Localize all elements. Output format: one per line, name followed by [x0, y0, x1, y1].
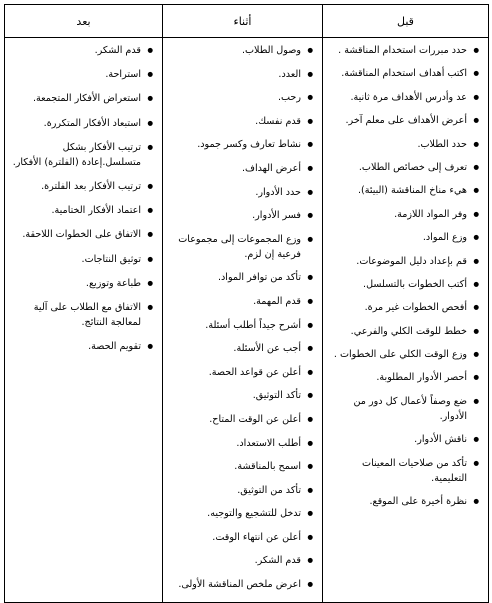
during-item: ● وزع المجموعات إلى مجموعات فرعية إن لزم. — [170, 232, 313, 262]
before-item: ● خطط للوقت الكلي والفرعي. — [330, 324, 479, 339]
after-item: ● الاتفاق على الخطوات اللاحقة. — [12, 227, 153, 242]
before-item: ● نظرة أخيرة على الموقع. — [330, 494, 479, 509]
during-item: ● أعلن عن الوقت المتاح. — [170, 412, 313, 427]
during-item: ● رحب. — [170, 90, 313, 105]
body-row — [5, 38, 489, 603]
before-item: ● عد وأدرس الأهداف مرة ثانية. — [330, 90, 479, 105]
after-item: ● ترتيب الأفكار بعد الفلترة. — [12, 179, 153, 194]
before-item: ● اكتب أهداف استخدام المناقشة. — [330, 66, 479, 81]
during-item: ● أعرض الهداف. — [170, 161, 313, 176]
header-row — [5, 5, 489, 38]
header-before: قبل — [323, 5, 489, 38]
before-column — [323, 38, 489, 603]
before-item: ● هيء مناخ المناقشة (البيئة). — [330, 183, 479, 198]
before-item: ● وفر المواد اللازمة. — [330, 207, 479, 222]
after-item: ● تقويم الحصة. — [12, 339, 153, 354]
before-item: ● تعرف إلى خصائص الطلاب. — [330, 160, 479, 175]
planning-table — [4, 4, 489, 603]
during-column — [163, 38, 323, 603]
after-column — [5, 38, 163, 603]
after-item: ● قدم الشكر. — [12, 43, 153, 58]
before-item: ● تأكد من صلاحيات المعينات التعليمية. — [330, 456, 479, 486]
during-item: ● قدم الشكر. — [170, 553, 313, 568]
during-item: ● أعلن عن انتهاء الوقت. — [170, 530, 313, 545]
before-item: ● وزع الوقت الكلي على الخطوات . — [330, 347, 479, 362]
during-item: ● تأكد التوثيق. — [170, 388, 313, 403]
during-item: ● قدم نفسك. — [170, 114, 313, 129]
after-item: ● الاتفاق مع الطلاب على آلية لمعالجة النتائج. — [12, 300, 153, 330]
after-item: ● اعتماد الأفكار الختامية. — [12, 203, 153, 218]
during-item: ● أعلن عن قواعد الحصة. — [170, 365, 313, 380]
during-item: ● حدد الأدوار. — [170, 185, 313, 200]
after-item: ● طباعة وتوزيع. — [12, 276, 153, 291]
before-item: ● حدد الطلاب. — [330, 137, 479, 152]
after-item: ● استراحة. — [12, 67, 153, 82]
before-item: ● أحصر الأدوار المطلوبة. — [330, 370, 479, 385]
after-list — [6, 39, 161, 354]
before-item: ● ناقش الأدوار. — [330, 432, 479, 447]
after-item: ● استعراض الأفكار المتجمعة. — [12, 91, 153, 106]
before-item: ● وزع المواد. — [330, 230, 479, 245]
during-item: ● وصول الطلاب. — [170, 43, 313, 58]
during-item: ● نشاط تعارف وكسر جمود. — [170, 137, 313, 152]
before-item: ● ضع وصفاً لأعمال كل دور من الأدوار. — [330, 394, 479, 424]
header-during: أثناء — [163, 5, 323, 38]
before-item: ● قم بإعداد دليل الموضوعات. — [330, 254, 479, 269]
after-item: ● استبعاد الأفكار المتكررة. — [12, 116, 153, 131]
during-item: ● أشرح جيداً أطلب أسئلة. — [170, 318, 313, 333]
before-item: ● حدد مبررات استخدام المناقشة . — [330, 43, 479, 58]
header-after: بعد — [5, 5, 163, 38]
after-item: ● ترتيب الأفكار بشكل متسلسل.إعادة (الفلترة) الأفكار. — [12, 140, 153, 170]
during-item: ● فسر الأدوار. — [170, 208, 313, 223]
during-item: ● تدخل للتشجيع والتوجيه. — [170, 506, 313, 521]
after-item: ● توثيق النتاجات. — [12, 252, 153, 267]
during-item: ● تأكد من توافر المواد. — [170, 270, 313, 285]
during-item: ● العدد. — [170, 67, 313, 82]
before-item: ● أكتب الخطوات بالتسلسل. — [330, 277, 479, 292]
before-list — [324, 39, 487, 509]
before-item: ● أفحص الخطوات غير مرة. — [330, 300, 479, 315]
during-item: ● قدم المهمة. — [170, 294, 313, 309]
before-item: ● أعرض الأهداف على معلم آخر. — [330, 113, 479, 128]
during-item: ● اعرض ملخص المناقشة الأولى. — [170, 577, 313, 592]
during-item: ● اسمح بالمناقشة. — [170, 459, 313, 474]
during-item: ● تأكد من التوثيق. — [170, 483, 313, 498]
during-item: ● أطلب الاستعداد. — [170, 436, 313, 451]
during-item: ● أجب عن الأسئلة. — [170, 341, 313, 356]
during-list — [164, 39, 321, 592]
